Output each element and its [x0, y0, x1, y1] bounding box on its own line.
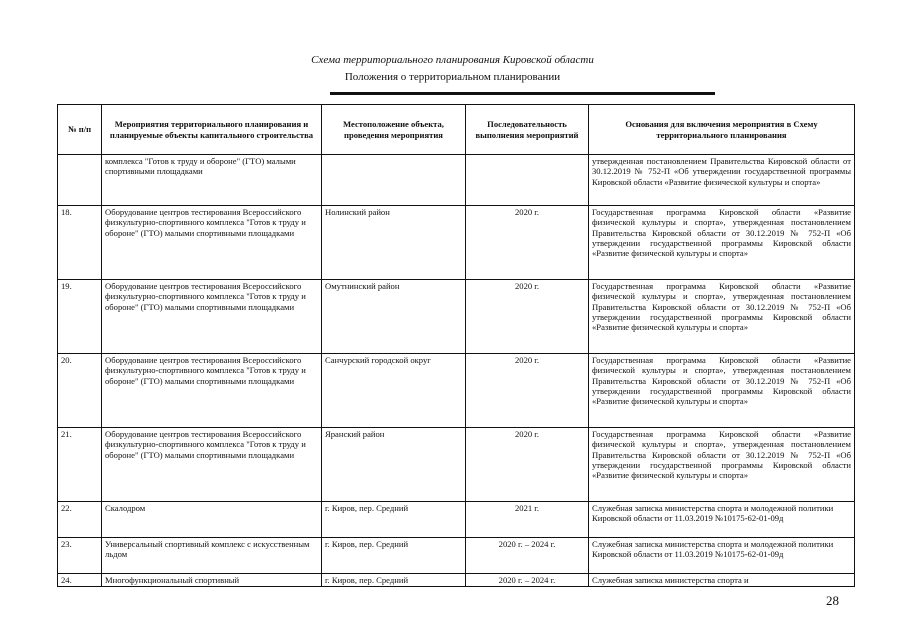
- row-event: Оборудование центров тестирования Всероссийского физкультурно-спортивного комплекса "Готов к труду и обороне" (ГТО) малыми спортивными площадками: [102, 206, 322, 280]
- row-location: г. Киров, пер. Средний: [322, 538, 466, 574]
- table-row: [58, 354, 855, 428]
- events-table: [57, 104, 855, 587]
- row-period: 2020 г. – 2024 г.: [466, 574, 589, 587]
- row-location: Омутнинский район: [322, 280, 466, 354]
- table-row: [58, 428, 855, 502]
- row-location: Яранский район: [322, 428, 466, 502]
- row-basis: Государственная программа Кировской области «Развитие физической культуры и спорта», утвержденная постановлением Правительства Кировской области от 30.12.2019 № 752-П «Об утверждении государственной программы Кировской области «Развитие физической культуры и спорта»: [589, 354, 855, 428]
- row-location: [322, 155, 466, 206]
- row-number: 22.: [58, 502, 102, 538]
- col-header-number: № п/п: [58, 105, 102, 155]
- table-row: [58, 280, 855, 354]
- document-title: Схема территориального планирования Кировской области: [311, 54, 594, 66]
- row-basis: утвержденная постановлением Правительства Кировской области от 30.12.2019 № 752-П «Об утверждении государственной программы Кировской области «Развитие физической культуры и спорта»: [589, 155, 855, 206]
- row-location: г. Киров, пер. Средний: [322, 502, 466, 538]
- row-event: Скалодром: [102, 502, 322, 538]
- table-row: [58, 538, 855, 574]
- row-event: Оборудование центров тестирования Всероссийского физкультурно-спортивного комплекса "Готов к труду и обороне" (ГТО) малыми спортивными площадками: [102, 428, 322, 502]
- row-location: Санчурский городской округ: [322, 354, 466, 428]
- col-header-location: Местоположение объекта, проведения мероприятия: [322, 105, 466, 155]
- row-basis: Государственная программа Кировской области «Развитие физической культуры и спорта», утвержденная постановлением Правительства Кировской области от 30.12.2019 № 752-П «Об утверждении государственной программы Кировской области «Развитие физической культуры и спорта»: [589, 280, 855, 354]
- row-period: [466, 155, 589, 206]
- row-basis: Государственная программа Кировской области «Развитие физической культуры и спорта», утвержденная постановлением Правительства Кировской области от 30.12.2019 № 752-П «Об утверждении государственной программы Кировской области «Развитие физической культуры и спорта»: [589, 428, 855, 502]
- col-header-event: Мероприятия территориального планирования и планируемые объекты капитального строительства: [102, 105, 322, 155]
- row-number: 24.: [58, 574, 102, 587]
- row-period: 2021 г.: [466, 502, 589, 538]
- row-basis: Служебная записка министерства спорта и молодежной политики Кировской области от 11.03.2019 №10175-62-01-09д: [589, 538, 855, 574]
- row-event: комплекса "Готов к труду и обороне" (ГТО) малыми спортивными площадками: [102, 155, 322, 206]
- page-number: 28: [826, 593, 839, 608]
- row-number: 20.: [58, 354, 102, 428]
- table-row: [58, 502, 855, 538]
- table-header-row: [58, 105, 855, 155]
- row-period: 2020 г. – 2024 г.: [466, 538, 589, 574]
- row-basis: Служебная записка министерства спорта и: [589, 574, 855, 587]
- row-number: 19.: [58, 280, 102, 354]
- row-number: 18.: [58, 206, 102, 280]
- col-header-sequence: Последовательность выполнения мероприятий: [466, 105, 589, 155]
- table-row: [58, 155, 855, 206]
- row-period: 2020 г.: [466, 206, 589, 280]
- row-location: г. Киров, пер. Средний: [322, 574, 466, 587]
- row-number: 23.: [58, 538, 102, 574]
- col-header-basis: Основания для включения мероприятия в Схему территориального планирования: [589, 105, 855, 155]
- row-basis: Служебная записка министерства спорта и молодежной политики Кировской области от 11.03.2019 №10175-62-01-09д: [589, 502, 855, 538]
- header-rule: [330, 92, 715, 95]
- row-location: Нолинский район: [322, 206, 466, 280]
- table-row: [58, 206, 855, 280]
- row-event: Оборудование центров тестирования Всероссийского физкультурно-спортивного комплекса "Готов к труду и обороне" (ГТО) малыми спортивными площадками: [102, 354, 322, 428]
- document-subtitle: Положения о территориальном планировании: [344, 71, 561, 83]
- row-number: 21.: [58, 428, 102, 502]
- row-event: Оборудование центров тестирования Всероссийского физкультурно-спортивного комплекса "Готов к труду и обороне" (ГТО) малыми спортивными площадками: [102, 280, 322, 354]
- row-event: Универсальный спортивный комплекс с искусственным льдом: [102, 538, 322, 574]
- row-period: 2020 г.: [466, 280, 589, 354]
- row-event: Многофункциональный спортивный: [102, 574, 322, 587]
- row-period: 2020 г.: [466, 354, 589, 428]
- row-basis: Государственная программа Кировской области «Развитие физической культуры и спорта», утвержденная постановлением Правительства Кировской области от 30.12.2019 № 752-П «Об утверждении государственной программы Кировской области «Развитие физической культуры и спорта»: [589, 206, 855, 280]
- table-row: [58, 574, 855, 587]
- row-period: 2020 г.: [466, 428, 589, 502]
- row-number: [58, 155, 102, 206]
